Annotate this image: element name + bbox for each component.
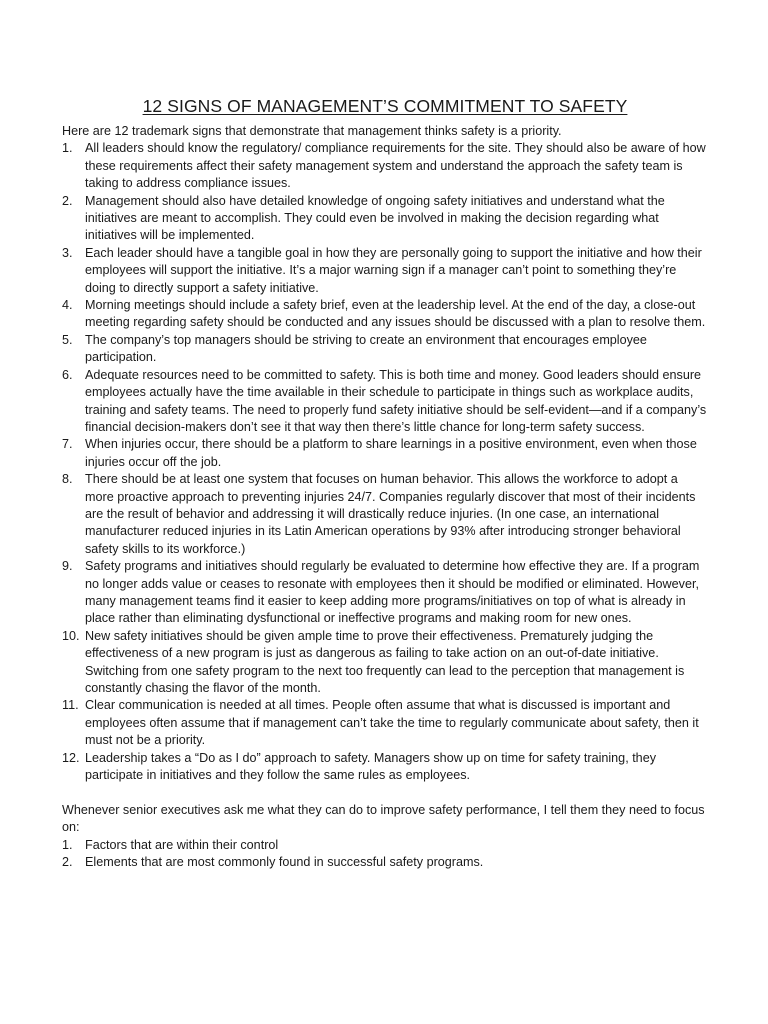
list-item-text: Morning meetings should include a safety brief, even at the leadership level. At the end of the day, a close-out meeting regarding safety should be conducted and any issues should be discussed with a plan to resolve them. [85, 298, 706, 330]
sign-list-item [62, 697, 708, 749]
closing-paragraph: Whenever senior executives ask me what they can do to improve safety performance, I tell them they need to focus on: [62, 802, 705, 835]
list-item-number: 6. [62, 367, 73, 382]
sign-list-item [62, 750, 708, 785]
list-item-text: All leaders should know the regulatory/ compliance requirements for the site. They should also be aware of how these requirements affect their safety management system and understand the approach the safety team is taking to address compliance issues. [85, 141, 706, 191]
list-item-text: Each leader should have a tangible goal in how they are personally going to support the initiative and how their employees will support the initiative. It’s a major warning sign if a manager can’t point to something they’re doing to directly support a safety initiative. [85, 245, 702, 295]
page-title: 12 SIGNS OF MANAGEMENT’S COMMITMENT TO SAFETY [142, 96, 628, 116]
list-item-number: 8. [62, 472, 73, 487]
list-item-number: 1. [62, 837, 73, 852]
sign-list-item [62, 628, 708, 698]
sign-list-item [62, 436, 708, 471]
list-item-number: 1. [62, 141, 73, 156]
sign-list-item [62, 297, 708, 332]
list-item-number: 3. [62, 245, 73, 260]
list-item-text: Elements that are most commonly found in successful safety programs. [85, 855, 484, 870]
list-item-text: Safety programs and initiatives should regularly be evaluated to determine how effective they are. If a program no longer adds value or ceases to resonate with employees then it should be modified or eliminated. However, many management teams find it easier to keep adding more programs/initiatives on top of what is already in place rather than eliminating dysfunctional or ineffective programs and making room for new ones. [85, 559, 700, 626]
sign-list-item [62, 245, 708, 297]
list-item-text: Leadership takes a “Do as I do” approach to safety. Managers show up on time for safety training, they participate in initiatives and they follow the same rules as employees. [85, 750, 656, 783]
list-item-text: Factors that are within their control [85, 837, 279, 852]
list-item-number: 9. [62, 559, 73, 574]
signs-list [62, 140, 708, 784]
list-item-number: 2. [62, 855, 73, 870]
sign-list-item [62, 367, 708, 437]
list-item-text: Management should also have detailed knowledge of ongoing safety initiatives and understand what the initiatives are meant to accomplish. They could even be involved in making the decision regarding what initiatives will be implemented. [85, 193, 665, 243]
list-item-number: 5. [62, 332, 73, 347]
list-item-text: Adequate resources need to be committed to safety. This is both time and money. Good leaders should ensure employees actually have the time available in their schedule to participate in things such as workplace audits, training and safety teams. The need to properly fund safety initiative should be self-evident—and if a company’s financial decision-makers don’t see it that way then there’s little chance for long-term safety success. [85, 367, 707, 434]
document-page [62, 95, 708, 871]
list-item-number: 12. [62, 750, 80, 765]
intro-paragraph: Here are 12 trademark signs that demonstrate that management thinks safety is a priority. [62, 124, 562, 138]
focus-list-item [62, 837, 708, 854]
sign-list-item [62, 140, 708, 192]
list-item-number: 10. [62, 628, 80, 643]
list-item-text: Clear communication is needed at all times. People often assume that what is discussed is important and employees often assume that if management can’t take the time to regularly communicate about safety, then it must not be a priority. [85, 698, 699, 748]
sign-list-item [62, 193, 708, 245]
list-item-text: When injuries occur, there should be a platform to share learnings in a positive environment, even when those injuries occur off the job. [85, 437, 697, 469]
list-item-number: 7. [62, 437, 73, 452]
focus-list [62, 837, 708, 872]
focus-list-item [62, 854, 708, 871]
list-item-number: 2. [62, 193, 73, 208]
list-item-number: 11. [62, 698, 79, 713]
list-item-text: The company’s top managers should be striving to create an environment that encourages employee participation. [85, 332, 647, 365]
list-item-text: There should be at least one system that focuses on human behavior. This allows the workforce to adopt a more proactive approach to preventing injuries 24/7. Companies regularly discover that most of their incidents are the result of behavior and addressing it will drastically reduce injuries. (In one case, an international manufacturer reduced injuries in its Latin American operations by 93% after introducing stronger behavioral safety skills to its workforce.) [85, 472, 696, 556]
sign-list-item [62, 558, 708, 628]
list-item-text: New safety initiatives should be given ample time to prove their effectiveness. Prematurely judging the effectiveness of a new program is just as dangerous as failing to take action on an out-of-date initiative. Switching from one safety program to the next too frequently can lead to the perception that management is constantly chasing the flavor of the month. [85, 628, 685, 695]
sign-list-item [62, 332, 708, 367]
sign-list-item [62, 471, 708, 558]
paragraph-spacer [62, 784, 708, 801]
list-item-number: 4. [62, 298, 73, 313]
